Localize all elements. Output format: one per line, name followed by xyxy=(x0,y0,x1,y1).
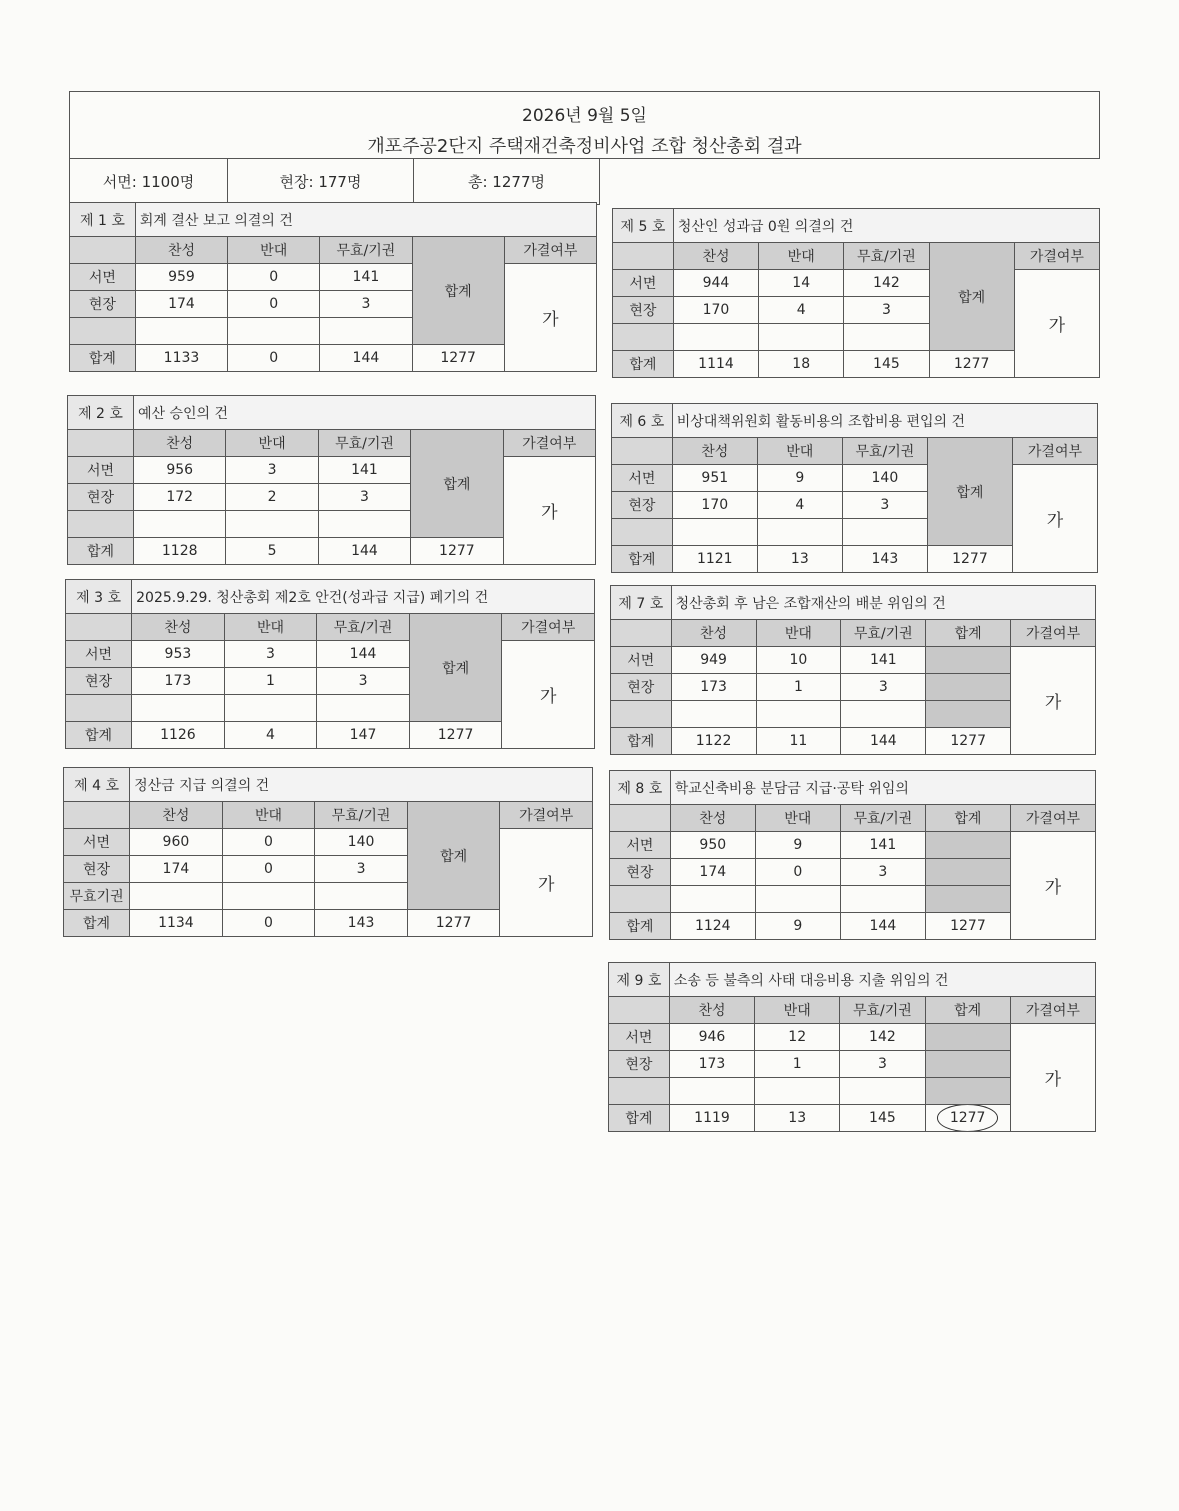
row-label-written: 서면 xyxy=(609,1024,670,1051)
row-label-onsite: 현장 xyxy=(611,674,672,701)
header-result: 가결여부 xyxy=(1012,438,1097,465)
written-against: 10 xyxy=(756,647,841,674)
empty-cell xyxy=(320,318,412,345)
header-against: 반대 xyxy=(756,620,841,647)
empty-cell xyxy=(222,883,315,910)
onsite-for: 174 xyxy=(130,856,223,883)
grand-total: 1277 xyxy=(925,913,1010,940)
onsite-against: 1 xyxy=(755,1051,840,1078)
row-label-written: 서면 xyxy=(611,647,672,674)
header-abstain: 무효/기권 xyxy=(318,430,410,457)
corner-cell xyxy=(609,997,670,1024)
written-against: 14 xyxy=(759,270,844,297)
header-abstain: 무효/기권 xyxy=(840,997,925,1024)
agenda-title: 청산총회 후 남은 조합재산의 배분 위임의 건 xyxy=(671,586,1095,620)
header-result: 가결여부 xyxy=(1011,620,1096,647)
agenda-title: 회계 결산 보고 의결의 건 xyxy=(135,203,596,237)
written-for: 949 xyxy=(671,647,756,674)
row-label-subtotal: 합계 xyxy=(612,546,673,573)
agenda-number: 제 6 호 xyxy=(612,404,673,438)
written-for: 956 xyxy=(134,457,226,484)
row-label-extra xyxy=(68,511,134,538)
header-abstain: 무효/기권 xyxy=(844,243,929,270)
onsite-abstain: 3 xyxy=(841,674,926,701)
header-result: 가결여부 xyxy=(1010,805,1095,832)
empty-cell xyxy=(130,883,223,910)
total-against: 18 xyxy=(759,351,844,378)
sum-blank xyxy=(925,1051,1010,1078)
row-label-onsite: 현장 xyxy=(66,668,132,695)
written-for: 959 xyxy=(135,264,227,291)
header-for: 찬성 xyxy=(669,997,754,1024)
total-abstain: 144 xyxy=(320,345,412,372)
total-count: 총: 1277명 xyxy=(468,173,545,191)
row-label-onsite: 현장 xyxy=(613,297,674,324)
header-sum: 합계 xyxy=(925,997,1010,1024)
grand-total: 1277 xyxy=(927,546,1012,573)
empty-cell xyxy=(842,519,927,546)
agenda-number: 제 8 호 xyxy=(610,771,671,805)
corner-cell xyxy=(64,802,130,829)
row-label-subtotal: 합계 xyxy=(609,1105,670,1132)
written-abstain: 141 xyxy=(841,647,926,674)
row-label-onsite: 현장 xyxy=(70,291,136,318)
header-against: 반대 xyxy=(228,237,320,264)
empty-cell xyxy=(226,511,318,538)
row-label-onsite: 현장 xyxy=(612,492,673,519)
header-result: 가결여부 xyxy=(1014,243,1099,270)
sum-blank xyxy=(926,701,1011,728)
onsite-against: 0 xyxy=(228,291,320,318)
pass-result: 가 xyxy=(502,641,595,749)
header-abstain: 무효/기권 xyxy=(840,805,925,832)
empty-cell xyxy=(672,519,757,546)
empty-cell xyxy=(671,701,756,728)
row-label-written: 서면 xyxy=(610,832,671,859)
row-label-extra xyxy=(610,886,671,913)
row-label-onsite: 현장 xyxy=(64,856,130,883)
empty-cell xyxy=(759,324,844,351)
row-label-written: 서면 xyxy=(612,465,673,492)
row-label-written: 서면 xyxy=(613,270,674,297)
agenda-table-1 xyxy=(69,202,597,372)
pass-result: 가 xyxy=(1014,270,1099,378)
header-for: 찬성 xyxy=(672,438,757,465)
sum-blank xyxy=(925,1024,1010,1051)
written-against: 3 xyxy=(224,641,317,668)
onsite-for: 173 xyxy=(671,674,756,701)
agenda-number: 제 5 호 xyxy=(613,209,674,243)
header-against: 반대 xyxy=(759,243,844,270)
total-for: 1128 xyxy=(134,538,226,565)
agenda-table-8 xyxy=(609,770,1096,940)
total-for: 1114 xyxy=(673,351,758,378)
header-abstain: 무효/기권 xyxy=(315,802,408,829)
header-for: 찬성 xyxy=(132,614,225,641)
total-abstain: 145 xyxy=(844,351,929,378)
empty-cell xyxy=(840,1078,925,1105)
sum-label: 합계 xyxy=(412,237,504,345)
sum-label: 합계 xyxy=(409,614,502,722)
empty-cell xyxy=(318,511,410,538)
row-label-extra xyxy=(612,519,673,546)
written-against: 9 xyxy=(757,465,842,492)
grand-total: 1277 xyxy=(409,722,502,749)
row-label-onsite: 현장 xyxy=(610,859,671,886)
agenda-title: 비상대책위원회 활동비용의 조합비용 편입의 건 xyxy=(672,404,1097,438)
total-for: 1124 xyxy=(670,913,755,940)
total-abstain: 144 xyxy=(841,728,926,755)
empty-cell xyxy=(673,324,758,351)
header-for: 찬성 xyxy=(134,430,226,457)
pass-result: 가 xyxy=(504,264,596,372)
onsite-for: 172 xyxy=(134,484,226,511)
corner-cell xyxy=(611,620,672,647)
total-against: 13 xyxy=(757,546,842,573)
header-abstain: 무효/기권 xyxy=(320,237,412,264)
agenda-title: 예산 승인의 건 xyxy=(134,396,596,430)
total-abstain: 144 xyxy=(318,538,410,565)
grand-total-cell xyxy=(925,1105,1010,1132)
onsite-count: 현장: 177명 xyxy=(228,159,414,204)
empty-cell xyxy=(757,519,842,546)
agenda-number: 제 1 호 xyxy=(70,203,136,237)
header-result: 가결여부 xyxy=(502,614,595,641)
written-against: 0 xyxy=(228,264,320,291)
row-label-onsite: 현장 xyxy=(609,1051,670,1078)
agenda-title: 학교신축비용 분담금 지급·공탁 위임의 xyxy=(670,771,1095,805)
agenda-table-4 xyxy=(63,767,593,937)
empty-cell xyxy=(317,695,410,722)
row-label-subtotal: 합계 xyxy=(70,345,136,372)
total-for: 1122 xyxy=(671,728,756,755)
grand-total: 1277 xyxy=(412,345,504,372)
row-label-subtotal: 합계 xyxy=(611,728,672,755)
written-for: 946 xyxy=(669,1024,754,1051)
written-abstain: 140 xyxy=(315,829,408,856)
row-label-extra xyxy=(613,324,674,351)
header-abstain: 무효/기권 xyxy=(842,438,927,465)
onsite-against: 4 xyxy=(757,492,842,519)
pass-result: 가 xyxy=(503,457,595,565)
row-label-written: 서면 xyxy=(70,264,136,291)
agenda-table-3 xyxy=(65,579,595,749)
empty-cell xyxy=(840,886,925,913)
header-against: 반대 xyxy=(755,805,840,832)
row-label-extra xyxy=(70,318,136,345)
sum-blank xyxy=(925,886,1010,913)
onsite-abstain: 3 xyxy=(320,291,412,318)
empty-cell xyxy=(315,883,408,910)
agenda-table-9 xyxy=(608,962,1096,1132)
agenda-number: 제 9 호 xyxy=(609,963,670,997)
agenda-number: 제 4 호 xyxy=(64,768,130,802)
document-header xyxy=(69,91,1100,205)
agenda-title: 2025.9.29. 청산총회 제2호 안건(성과급 지급) 폐기의 건 xyxy=(132,580,595,614)
total-for: 1134 xyxy=(130,910,223,937)
agenda-table-7 xyxy=(610,585,1096,755)
empty-cell xyxy=(755,886,840,913)
agenda-number: 제 7 호 xyxy=(611,586,672,620)
written-against: 3 xyxy=(226,457,318,484)
pass-result: 가 xyxy=(1011,647,1096,755)
agenda-title: 청산인 성과급 0원 의결의 건 xyxy=(673,209,1099,243)
onsite-for: 170 xyxy=(673,297,758,324)
attendance-counts xyxy=(69,159,600,205)
total-for: 1126 xyxy=(132,722,225,749)
written-for: 951 xyxy=(672,465,757,492)
row-label-written: 서면 xyxy=(64,829,130,856)
total-for: 1121 xyxy=(672,546,757,573)
onsite-against: 1 xyxy=(224,668,317,695)
header-against: 반대 xyxy=(224,614,317,641)
written-for: 960 xyxy=(130,829,223,856)
row-label-extra xyxy=(611,701,672,728)
grand-total: 1277 xyxy=(937,1105,999,1132)
written-for: 944 xyxy=(673,270,758,297)
onsite-against: 0 xyxy=(222,856,315,883)
header-abstain: 무효/기권 xyxy=(841,620,926,647)
pass-result: 가 xyxy=(1012,465,1097,573)
total-against: 9 xyxy=(755,913,840,940)
total-abstain: 143 xyxy=(315,910,408,937)
header-abstain: 무효/기권 xyxy=(317,614,410,641)
empty-cell xyxy=(134,511,226,538)
onsite-abstain: 3 xyxy=(317,668,410,695)
total-for: 1119 xyxy=(669,1105,754,1132)
total-abstain: 143 xyxy=(842,546,927,573)
empty-cell xyxy=(844,324,929,351)
row-label-subtotal: 합계 xyxy=(610,913,671,940)
agenda-title: 소송 등 불측의 사태 대응비용 지출 위임의 건 xyxy=(669,963,1095,997)
row-label-extra: 무효기권 xyxy=(64,883,130,910)
header-sum: 합계 xyxy=(926,620,1011,647)
header-against: 반대 xyxy=(222,802,315,829)
row-label-extra xyxy=(66,695,132,722)
sum-label: 합계 xyxy=(407,802,500,910)
corner-cell xyxy=(610,805,671,832)
written-abstain: 142 xyxy=(844,270,929,297)
onsite-for: 173 xyxy=(132,668,225,695)
written-against: 0 xyxy=(222,829,315,856)
header-result: 가결여부 xyxy=(504,237,596,264)
total-abstain: 147 xyxy=(317,722,410,749)
total-abstain: 145 xyxy=(840,1105,925,1132)
header-sum: 합계 xyxy=(925,805,1010,832)
pass-result: 가 xyxy=(1010,832,1095,940)
onsite-against: 0 xyxy=(755,859,840,886)
title-box xyxy=(69,91,1100,159)
empty-cell xyxy=(841,701,926,728)
row-label-onsite: 현장 xyxy=(68,484,134,511)
written-abstain: 144 xyxy=(317,641,410,668)
onsite-for: 174 xyxy=(135,291,227,318)
corner-cell xyxy=(612,438,673,465)
corner-cell xyxy=(68,430,134,457)
empty-cell xyxy=(224,695,317,722)
empty-cell xyxy=(228,318,320,345)
written-against: 9 xyxy=(755,832,840,859)
agenda-table-6 xyxy=(611,403,1098,573)
header-for: 찬성 xyxy=(670,805,755,832)
header-result: 가결여부 xyxy=(1010,997,1095,1024)
grand-total: 1277 xyxy=(929,351,1014,378)
agenda-number: 제 3 호 xyxy=(66,580,132,614)
onsite-abstain: 3 xyxy=(318,484,410,511)
grand-total: 1277 xyxy=(926,728,1011,755)
agenda-table-5 xyxy=(612,208,1100,378)
total-against: 4 xyxy=(224,722,317,749)
onsite-for: 170 xyxy=(672,492,757,519)
corner-cell xyxy=(613,243,674,270)
empty-cell xyxy=(135,318,227,345)
written-abstain: 141 xyxy=(320,264,412,291)
onsite-against: 1 xyxy=(756,674,841,701)
sum-blank xyxy=(925,1078,1010,1105)
written-abstain: 141 xyxy=(840,832,925,859)
sum-blank xyxy=(925,859,1010,886)
corner-cell xyxy=(66,614,132,641)
row-label-subtotal: 합계 xyxy=(66,722,132,749)
written-against: 12 xyxy=(755,1024,840,1051)
header-result: 가결여부 xyxy=(503,430,595,457)
grand-total: 1277 xyxy=(407,910,500,937)
onsite-for: 173 xyxy=(669,1051,754,1078)
header-against: 반대 xyxy=(226,430,318,457)
sum-blank xyxy=(925,832,1010,859)
written-abstain: 142 xyxy=(840,1024,925,1051)
onsite-abstain: 3 xyxy=(840,1051,925,1078)
pass-result: 가 xyxy=(1010,1024,1095,1132)
onsite-abstain: 3 xyxy=(840,859,925,886)
onsite-for: 174 xyxy=(670,859,755,886)
written-for: 950 xyxy=(670,832,755,859)
sum-blank xyxy=(926,647,1011,674)
total-against: 0 xyxy=(228,345,320,372)
written-for: 953 xyxy=(132,641,225,668)
empty-cell xyxy=(132,695,225,722)
onsite-against: 2 xyxy=(226,484,318,511)
total-against: 13 xyxy=(755,1105,840,1132)
onsite-abstain: 3 xyxy=(842,492,927,519)
corner-cell xyxy=(70,237,136,264)
row-label-written: 서면 xyxy=(66,641,132,668)
total-abstain: 144 xyxy=(840,913,925,940)
written-abstain: 141 xyxy=(318,457,410,484)
agenda-title: 정산금 지급 의결의 건 xyxy=(130,768,593,802)
sum-label: 합계 xyxy=(411,430,503,538)
onsite-abstain: 3 xyxy=(844,297,929,324)
header-for: 찬성 xyxy=(673,243,758,270)
total-against: 11 xyxy=(756,728,841,755)
total-against: 0 xyxy=(222,910,315,937)
header-for: 찬성 xyxy=(130,802,223,829)
written-count: 서면: 1100명 xyxy=(70,159,228,204)
empty-cell xyxy=(669,1078,754,1105)
empty-cell xyxy=(755,1078,840,1105)
row-label-subtotal: 합계 xyxy=(64,910,130,937)
empty-cell xyxy=(670,886,755,913)
pass-result: 가 xyxy=(500,829,593,937)
onsite-against: 4 xyxy=(759,297,844,324)
total-for: 1133 xyxy=(135,345,227,372)
sum-label: 합계 xyxy=(927,438,1012,546)
onsite-abstain: 3 xyxy=(315,856,408,883)
header-for: 찬성 xyxy=(671,620,756,647)
document-title: 개포주공2단지 주택재건축정비사업 조합 청산총회 결과 xyxy=(367,136,802,157)
header-result: 가결여부 xyxy=(500,802,593,829)
total-against: 5 xyxy=(226,538,318,565)
agenda-number: 제 2 호 xyxy=(68,396,134,430)
sum-label: 합계 xyxy=(929,243,1014,351)
header-against: 반대 xyxy=(755,997,840,1024)
agenda-table-2 xyxy=(67,395,596,565)
grand-total: 1277 xyxy=(411,538,503,565)
header-for: 찬성 xyxy=(135,237,227,264)
written-abstain: 140 xyxy=(842,465,927,492)
row-label-subtotal: 합계 xyxy=(613,351,674,378)
empty-cell xyxy=(756,701,841,728)
row-label-written: 서면 xyxy=(68,457,134,484)
header-against: 반대 xyxy=(757,438,842,465)
sum-blank xyxy=(926,674,1011,701)
meeting-date: 2026년 9월 5일 xyxy=(522,106,647,126)
row-label-subtotal: 합계 xyxy=(68,538,134,565)
row-label-extra xyxy=(609,1078,670,1105)
